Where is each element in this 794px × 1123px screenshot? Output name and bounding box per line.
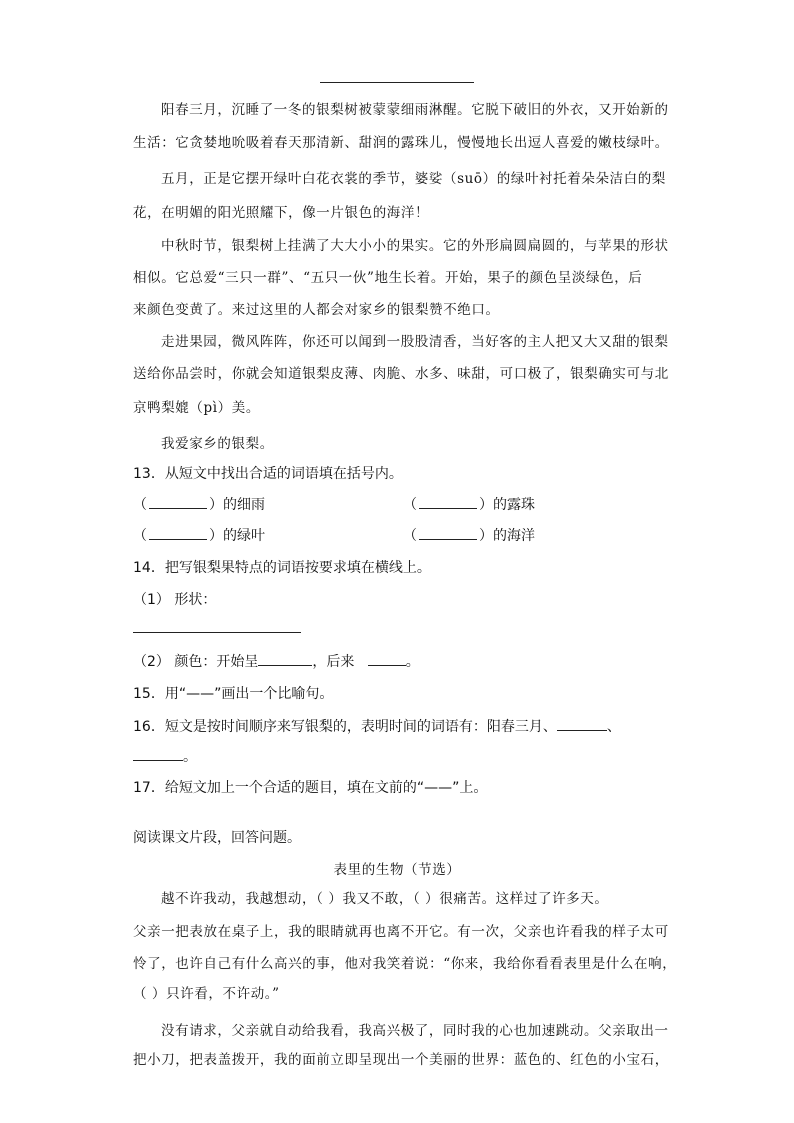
q14-color-row: （2） 颜色：开始呈 ，后来 。 — [133, 651, 420, 671]
q16-blank-1[interactable] — [557, 716, 607, 731]
passage1-line-10: 京鸭梨媲（pì）美。 — [133, 400, 260, 416]
section2-line-5: 没有请求，父亲就自动给我看，我高兴极了，同时我的心也加速跳动。父亲取出一 — [161, 1023, 669, 1039]
q14-shape-label: （1） 形状： — [133, 592, 217, 608]
passage1-line-7: 来颜色变黄了。来过这里的人都会对家乡的银梨赞不绝口。 — [133, 302, 500, 318]
section2-title: 表里的生物（节选） — [333, 862, 461, 878]
passage1-line-3: 五月，正是它摆开绿叶白花衣裳的季节，婆娑（suō）的绿叶衬托着朵朵洁白的梨 — [161, 171, 666, 187]
q13-blank-4[interactable] — [419, 526, 477, 540]
q13-prompt: 13．从短文中找出合适的词语填在括号内。 — [133, 466, 403, 482]
q13-item-1: （ ）的细雨 — [133, 497, 265, 513]
q13-item-4: （ ）的海洋 — [403, 528, 535, 544]
passage1-line-5: 中秋时节，银梨树上挂满了大大小小的果实。它的外形扁圆扁圆的，与苹果的形状 — [161, 238, 669, 254]
passage1-line-1: 阳春三月，沉睡了一冬的银梨树被蒙蒙细雨淋醒。它脱下破旧的外衣，又开始新的 — [161, 102, 669, 118]
section2-line-2: 父亲一把表放在桌子上，我的眼睛就再也离不开它。有一次，父亲也许看我的样子太可 — [133, 924, 669, 940]
q13-blank-3[interactable] — [149, 526, 207, 540]
passage1-line-6: 相似。它总爱“三只一群”、“五只一伙”地生长着。开始，果子的颜色呈淡绿色，后 — [133, 270, 643, 286]
q14-prompt: 14．把写银梨果特点的词语按要求填在横线上。 — [133, 560, 431, 576]
passage1-line-8: 走进果园，微风阵阵，你还可以闻到一股股清香，当好客的主人把又大又甜的银梨 — [161, 334, 669, 350]
q16-row-1: 16．短文是按时间顺序来写银梨的，表明时间的词语有：阳春三月、 、 — [133, 716, 621, 736]
q13-item-3: （ ）的绿叶 — [133, 528, 265, 544]
section2-line-3: 怜了，也许自己有什么高兴的事，他对我笑着说：“你来，我给你看看表里是什么在响， — [133, 956, 677, 972]
q13-blank-2[interactable] — [419, 495, 477, 509]
q13-blank-1[interactable] — [149, 495, 207, 509]
q13-item-2: （ ）的露珠 — [403, 497, 535, 513]
q16-row-2: 。 — [133, 746, 197, 766]
section2-line-6: 把小刀，把表盖拨开，我的面前立即呈现出一个美丽的世界：蓝色的、红色的小宝石， — [133, 1052, 669, 1068]
section2-line-4: （ ）只许看，不许动。” — [133, 986, 280, 1002]
q15-prompt: 15．用“——”画出一个比喻句。 — [133, 686, 334, 702]
q14-shape-answer-line[interactable] — [133, 632, 301, 633]
q14-color-blank-2[interactable] — [368, 651, 406, 666]
q14-color-blank-1[interactable] — [258, 651, 312, 666]
q16-blank-2[interactable] — [133, 746, 183, 761]
section2-line-1: 越不许我动，我越想动，（ ）我又不敢，（ ）很痛苦。这样过了许多天。 — [161, 891, 609, 907]
passage1-line-2: 生活：它贪婪地吮吸着春天那清新、甜润的露珠儿，慢慢地长出逗人喜爱的嫩枝绿叶。 — [133, 135, 669, 151]
section2-instruction: 阅读课文片段，回答问题。 — [133, 830, 301, 846]
q17-prompt: 17．给短文加上一个合适的题目，填在文前的“——”上。 — [133, 780, 488, 796]
passage1-line-9: 送给你品尝时，你就会知道银梨皮薄、肉脆、水多、味甜，可口极了，银梨确实可与北 — [133, 366, 669, 382]
title-blank-line — [320, 82, 474, 83]
passage1-line-11: 我爱家乡的银梨。 — [161, 436, 274, 452]
passage1-line-4: 花，在明媚的阳光照耀下，像一片银色的海洋！ — [133, 205, 430, 221]
